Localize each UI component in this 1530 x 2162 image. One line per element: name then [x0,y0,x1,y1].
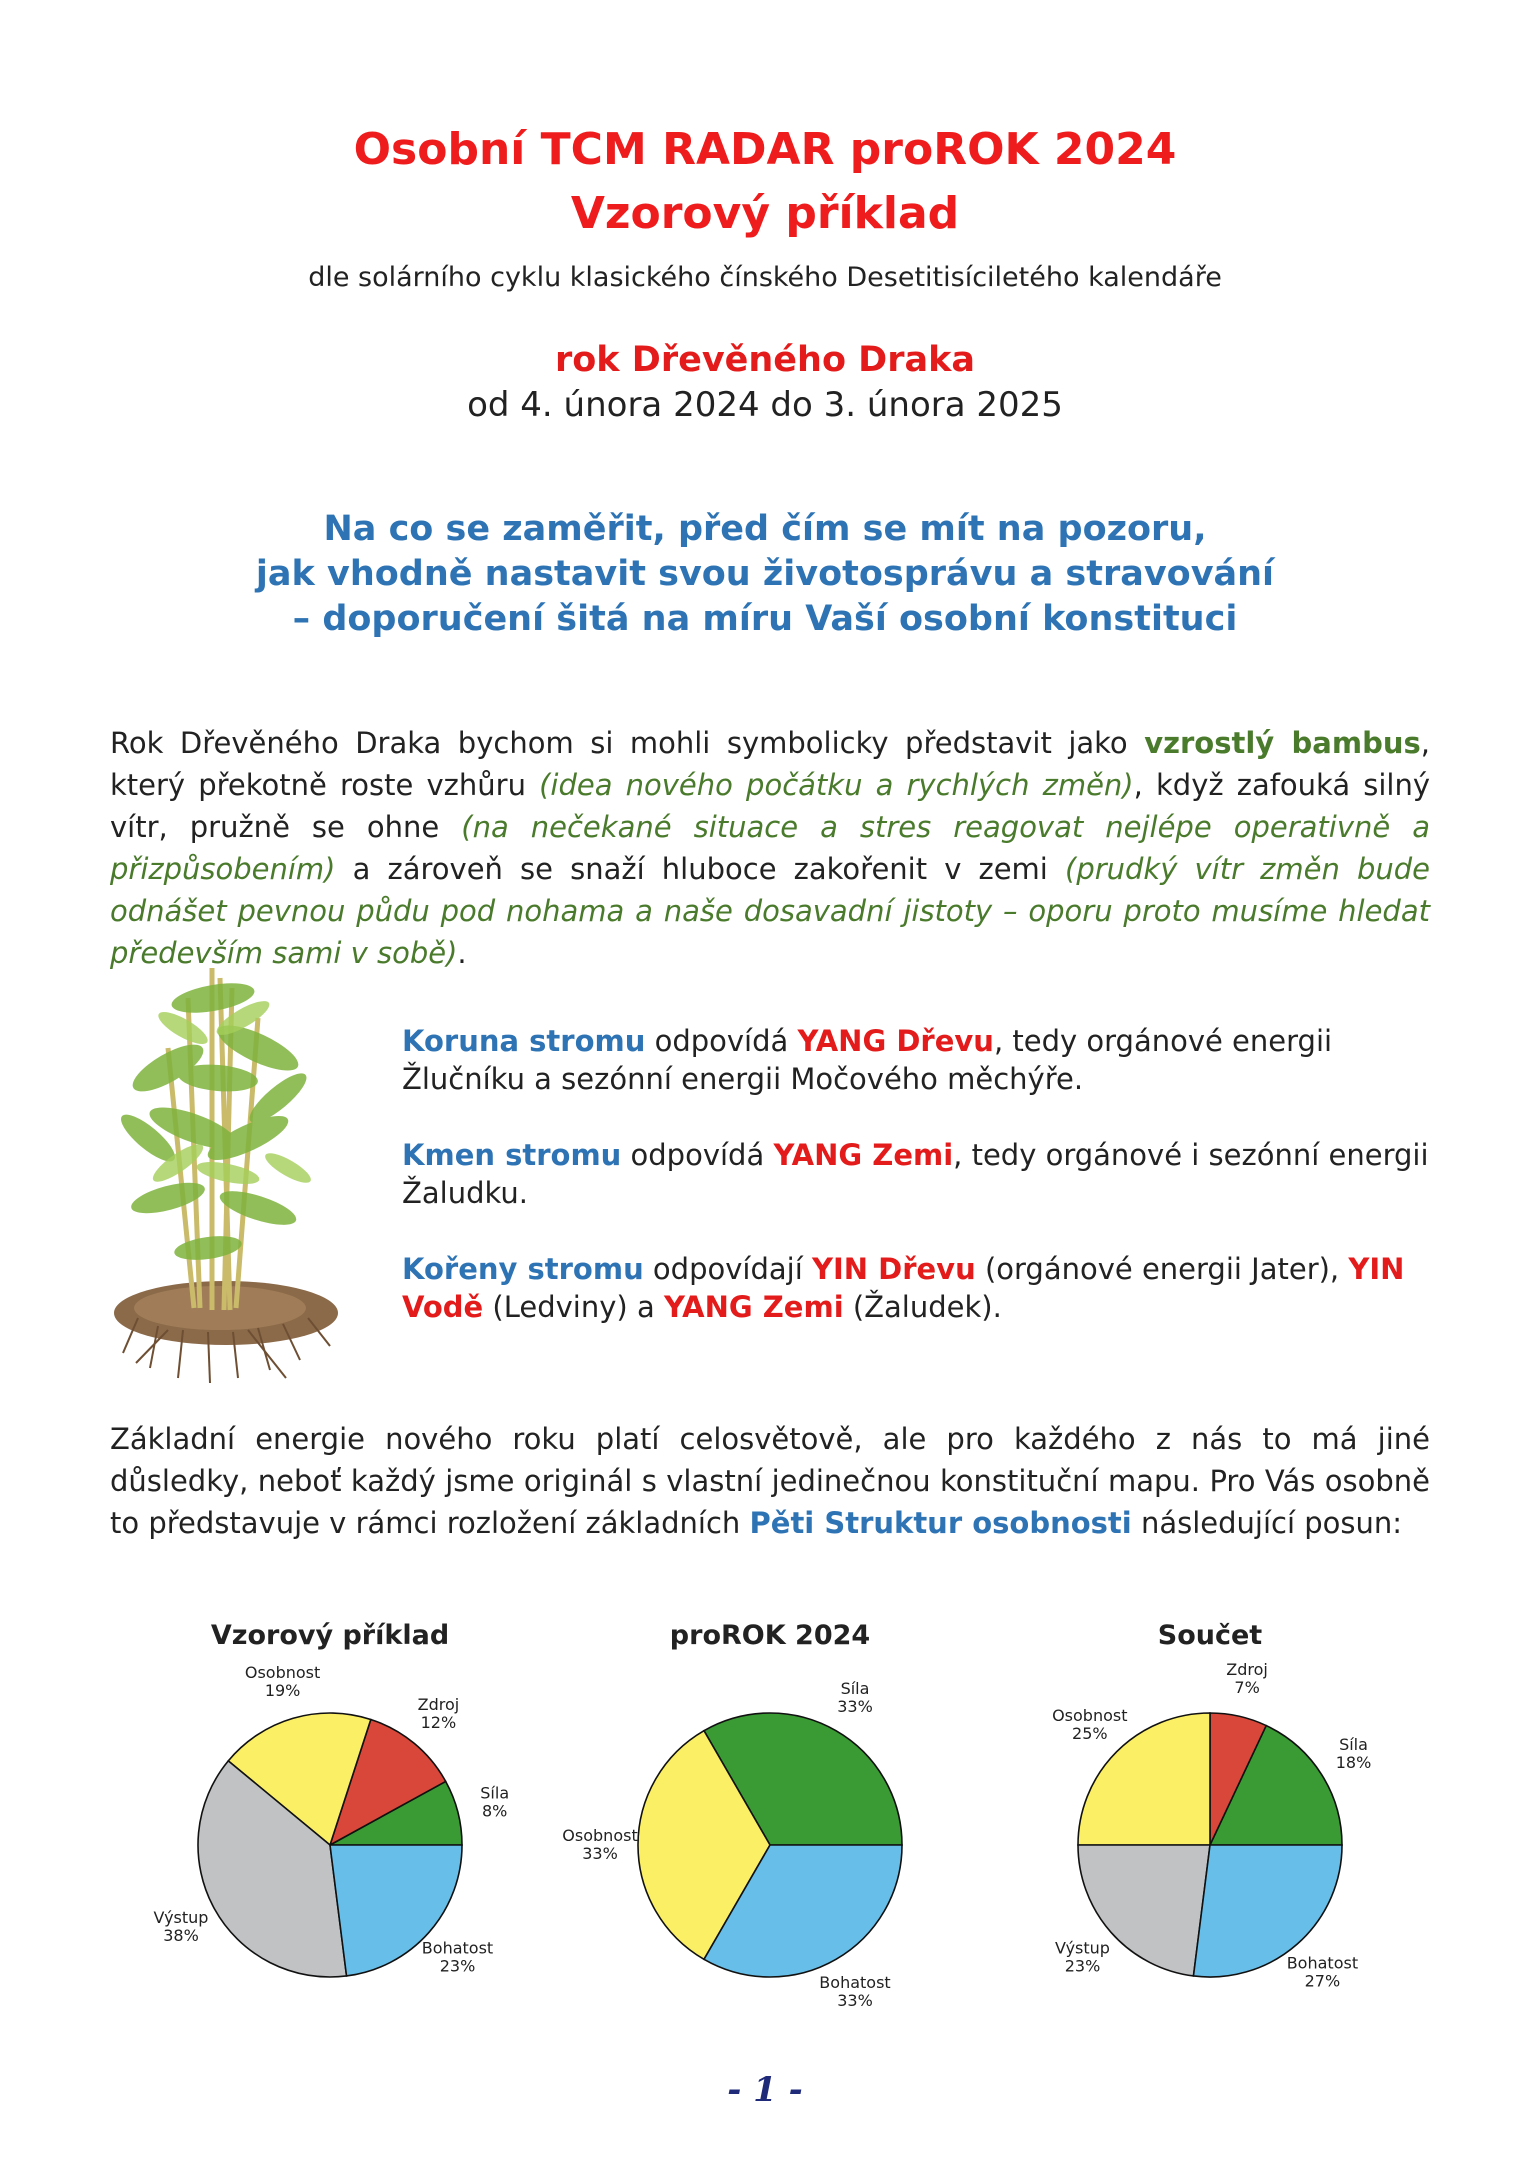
year-name: rok Dřevěného Draka [555,340,975,380]
roots-element-1: YIN Dřevu [811,1252,976,1286]
trunk-element: YANG Zemi [773,1138,954,1172]
slice-value-zdroj: 12% [420,1713,457,1732]
crown-label: Koruna stromu [402,1024,646,1058]
pie-chart-year-2024 [562,1670,950,2011]
pie-chart-sum [1030,1660,1390,2010]
basic-text-1: Základní energie nového roku platí celosvětově, ale pro každého z nás to má jiné důsledky, neboť každý jsme originál s vlastní jedinečnou konstituční mapu. Pro Vás osobně to představuje v rámci rozložení základních [110,1422,1430,1540]
tree-trunk-text [402,1136,1432,1212]
trunk-text-1: odpovídá [621,1138,774,1172]
intro-text-3: , když zafouká silný vítr, pružně se ohne [110,768,1431,844]
slice-name-osobnost: Osobnost [1052,1705,1128,1725]
roots-element-3: YANG Zemi [663,1290,844,1324]
slice-value-bohatost: 33% [837,1991,873,2011]
intro-text-2: , který překotně roste vzhůru [110,726,1430,802]
crown-text-2: , tedy orgánové energii Žlučníku a sezónní energii Močového měchýře. [402,1024,1333,1096]
roots-text-1: odpovídají [643,1252,812,1286]
intro-paragraph [110,722,1430,974]
subtitle: dle solárního cyklu klasického čínského Desetitisíciletého kalendáře [308,262,1222,293]
slice-name-sila: Síla [480,1783,510,1803]
roots-label: Kořeny stromu [402,1252,644,1286]
slice-value-osobnost: 33% [582,1844,618,1863]
focus-line-1: Na co se zaměřit, před čím se mít na pozoru, [323,509,1207,549]
focus-heading [0,507,1530,642]
tree-roots-text [402,1250,1432,1326]
slice-name-bohatost: Bohatost [1286,1953,1359,1973]
slice-name-zdroj: Zdroj [417,1695,460,1714]
title-line-2: Vzorový příklad [570,188,960,239]
year-range: od 4. února 2024 do 3. února 2025 [467,385,1063,425]
slice-value-sila: 8% [482,1801,508,1821]
intro-text-4: a zároveň se snaží hluboce zakořenit v zemi [335,852,1065,886]
roots-text-3: (Ledviny) a [483,1290,664,1324]
tree-crown-text [402,1022,1432,1098]
bamboo-illustration [108,958,348,1388]
pie-chart-personal [150,1662,510,2010]
title-line-1: Osobní TCM RADAR proROK 2024 [353,124,1177,175]
slice-value-bohatost: 23% [439,1956,476,1976]
intro-italic-3: (prudký vítr změn bude odnášet pevnou půdu pod nohama a naše dosavadní jistoty – oporu proto musíme hledat především sami v sobě) [110,852,1430,970]
slice-name-zdroj: Zdroj [1226,1660,1268,1680]
roots-element-2: YIN Vodě [402,1252,1405,1324]
page-number: - 1 - [727,2070,803,2110]
basic-text-2: následující posun: [1131,1506,1403,1540]
slice-name-osobnost: Osobnost [562,1826,638,1845]
slice-value-osobnost: 19% [264,1680,301,1700]
slice-name-vystup: Výstup [153,1907,209,1927]
trunk-text-2: , tedy orgánové i sezónní energii Žaludku. [402,1138,1429,1210]
slice-name-sila: Síla [1339,1734,1368,1754]
intro-highlight: vzrostlý bambus [1144,726,1421,760]
trunk-label: Kmen stromu [402,1138,622,1172]
basic-paragraph [110,1418,1430,1544]
intro-italic-1: (idea nového počátku a rychlých změn) [539,768,1134,802]
intro-italic-2: (na nečekané situace a stres reagovat nejlépe operativně a přizpůsobením) [110,810,1430,886]
intro-text-1: Rok Dřevěného Draka bychom si mohli symbolicky představit jako [110,726,1145,760]
slice-value-bohatost: 27% [1304,1971,1341,1991]
slice-value-vystup: 23% [1064,1956,1101,1976]
slice-value-sila: 33% [837,1696,873,1716]
slice-name-bohatost: Bohatost [421,1938,494,1958]
slice-value-vystup: 38% [163,1925,199,1945]
roots-text-2: (orgánové energii Jater), [975,1252,1349,1286]
chart-3-title: Součet [1157,1620,1263,1651]
slice-value-zdroj: 7% [1234,1678,1260,1698]
focus-line-3: – doporučení šitá na míru Vaší osobní konstituci [292,599,1238,639]
slice-name-sila: Síla [840,1678,870,1698]
chart-1-title: Vzorový příklad [210,1620,450,1651]
slice-name-vystup: Výstup [1055,1938,1110,1958]
slice-name-osobnost: Osobnost [244,1662,321,1682]
intro-text-5: . [457,936,467,970]
roots-text-4: (Žaludek). [843,1290,1002,1324]
chart-2-title: proROK 2024 [669,1620,871,1651]
focus-line-2: jak vhodně nastavit svou životosprávu a stravování [255,554,1275,594]
slice-value-osobnost: 25% [1072,1723,1108,1743]
slice-name-bohatost: Bohatost [819,1973,891,1993]
crown-element: YANG Dřevu [797,1024,994,1058]
crown-text-1: odpovídá [645,1024,798,1058]
slice-value-sila: 18% [1335,1752,1372,1772]
basic-highlight: Pěti Struktur osobnosti [749,1506,1132,1540]
